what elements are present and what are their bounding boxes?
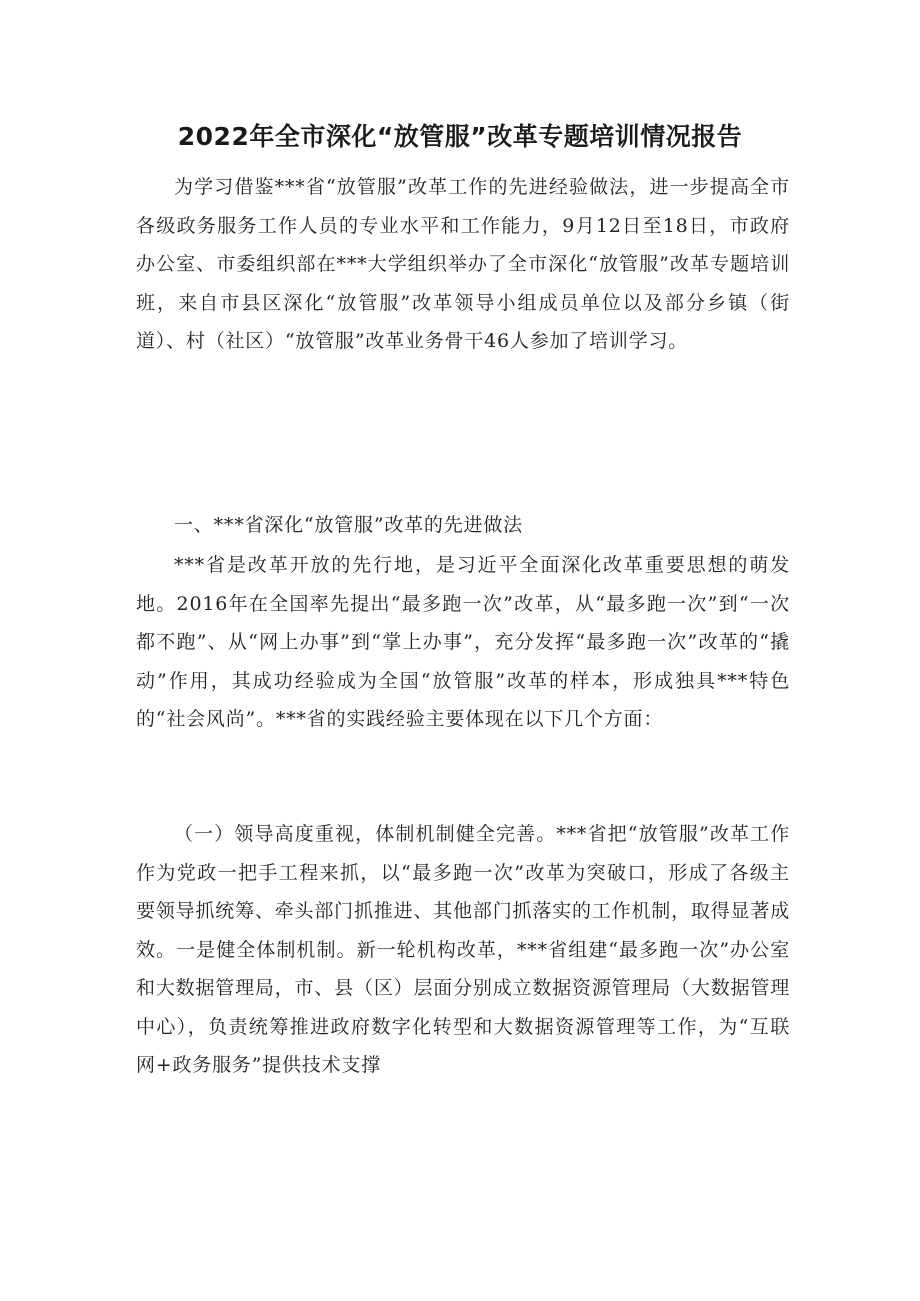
document-title: 2022年全市深化“放管服”改革专题培训情况报告 (177, 121, 743, 151)
intro-paragraph: 为学习借鉴***省“放管服”改革工作的先进经验做法，进一步提高全市各级政务服务工作人员的专业水平和工作能力，9月12日至18日，市政府办公室、市委组织部在***大学组织举办了全市深化“放管服”改革专题培训班，来自市县区深化“放管服”改革领导小组成员单位以及部分乡镇（街道）、村（社区）“放管服”改革业务骨干46人参加了培训学习。 (136, 176, 790, 352)
section-1-heading: 一、***省深化“放管服”改革的先进做法 (174, 514, 523, 536)
section-1-paragraph: ***省是改革开放的先行地，是习近平全面深化改革重要思想的萌发地。2016年在全国率先提出“最多跑一次”改革，从“最多跑一次”到“一次都不跑”、从“网上办事”到“掌上办事”，充分发挥“最多跑一次”改革的“撬动”作用，其成功经验成为全国“放管服”改革的样本，形成独具***特色的“社会风尚”。***省的实践经验主要体现在以下几个方面： (136, 554, 790, 730)
subsection-1-paragraph: （一）领导高度重视，体制机制健全完善。***省把“放管服”改革工作作为党政一把手工程来抓，以“最多跑一次”改革为突破口，形成了各级主要领导抓统筹、牵头部门抓推进、其他部门抓落实的工作机制，取得显著成效。一是健全体制机制。新一轮机构改革，***省组建“最多跑一次”办公室和大数据管理局，市、县（区）层面分别成立数据资源管理局（大数据管理中心），负责统筹推进政府数字化转型和大数据资源管理等工作，为“互联网+政务服务”提供技术支撑 (136, 823, 790, 1076)
